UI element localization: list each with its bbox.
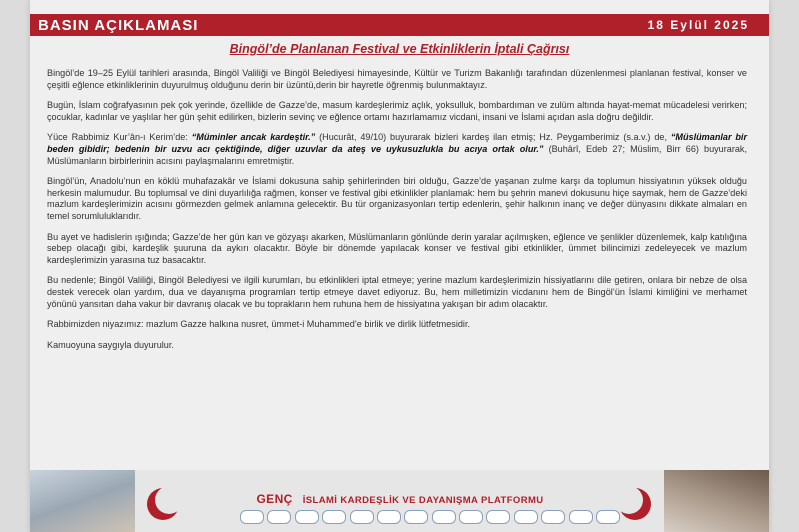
partner-logos (240, 510, 620, 524)
footer-banner (30, 470, 769, 532)
paragraph-2: Bugün, İslam coğrafyasının pek çok yerinde, özellikle de Gazze’de, masum kardeşlerimiz açlık, yoksulluk, bombardıman ve zulüm altında hayat-memat mücadelesi verirken; çocuklar, kadınlar ve yaşlılar her gün şehit edilirken, bizlerin sevinç ve eğlence ortamı hazırlamamız vicdani, insani ve İslami açıdan asla doğru değildir. (47, 100, 747, 122)
footer-photo-right (664, 470, 769, 532)
partner-logo-icon (596, 510, 620, 524)
partner-logo-icon (350, 510, 374, 524)
paragraph-4: Bingöl’ün, Anadolu’nun en köklü muhafazakâr ve İslami dokusuna sahip şehirlerinden biri olduğu, Gazze’de yaşanan zulme karşı da toplumun hissiyatının yüksek olduğu herkesin malumudur. Bu toplumsal ve dini duyarlılığa rağmen, konser ve festival gibi etkinlikler planlamak: hem bu şehrin manevi dokusunu hiçe saymak, hem de Gazze’deki mazlum kardeşlerimizin acısını görmezden gelmek anlamına gelecektir. Bu tür organizasyonları tertip edenlerin, şehir halkının inanç ve değer dünyasını dikkate almaları en temel sorumluluklarıdır. (47, 176, 747, 221)
quran-quote: “Müminler ancak kardeştir.” (191, 132, 316, 143)
header-bar (30, 14, 769, 36)
partner-logo-icon (377, 510, 401, 524)
header-date: 18 Eylül 2025 (647, 18, 749, 32)
document-body (47, 68, 747, 360)
header-title: BASIN AÇIKLAMASI (38, 16, 199, 34)
crescent-icon (619, 488, 651, 520)
paragraph-1: Bingöl’de 19–25 Eylül tarihleri arasında, Bingöl Valiliği ve Bingöl Belediyesi himayesinde, Kültür ve Turizm Bakanlığı tarafından düzenlenmesi planlanan festival, konser ve çeşitli eğlence etkinliklerinin duyurulmuş olduğunu derin bir üzüntü,derin bir hayretle öğrenmiş bulunmaktayız. (47, 68, 747, 90)
paragraph-3-mid: (Hucurât, 49/10) buyurarak bizleri kardeş ilan etmiş; Hz. Peygamberimiz (s.a.v.) de, (315, 132, 671, 143)
hadith-quote: “Müslümanlar bir beden gibidir; bedenin bir uzvu acı çektiğinde, diğer uzuvlar da ateş ve uykusuzlukla bu acıya ortak olur.” (47, 132, 747, 154)
paragraph-7: Rabbimizden niyazımız: mazlum Gazze halkına nusret, ümmet-i Muhammed’e birlik ve dirlik lütfetmesidir. (47, 319, 471, 330)
footer-photo-left (30, 470, 135, 532)
partner-logo-icon (404, 510, 428, 524)
organization-platform: İSLAMİ KARDEŞLİK VE DAYANIŞMA PLATFORMU (302, 495, 544, 506)
partner-logo-icon (322, 510, 346, 524)
partner-logo-icon (295, 510, 319, 524)
partner-logo-icon (569, 510, 593, 524)
paragraph-6: Bu nedenle; Bingöl Valiliği, Bingöl Belediyesi ve ilgili kurumları, bu etkinlikleri iptal etmeye; yerine mazlum kardeşlerimizin hissiyatlarını dile getiren, onlara bir nebze de olsa destek verecek olan yardım, dua ve dayanışma programları tertip etmeye davet ediyoruz. Bu, hem milletimizin vicdanını hem de Bingöl’ün İslami kimliğini ve merhamet yönünü yansıtan daha vakur bir davranış olacak ve bu toprakların hem ruhuna hem de hissiyatına yakışan bir adım olacaktır. (47, 275, 747, 309)
partner-logo-icon (459, 510, 483, 524)
paragraph-8: Kamuoyuna saygıyla duyurulur. (47, 339, 174, 350)
press-release-page (30, 0, 769, 532)
organization-genc: GENÇ (256, 492, 293, 506)
paragraph-3 (47, 132, 747, 167)
partner-logo-icon (267, 510, 291, 524)
organization-name (190, 492, 610, 506)
crescent-icon (147, 488, 179, 520)
document-title: Bingöl’de Planlanan Festival ve Etkinliklerin İptali Çağrısı (229, 42, 570, 56)
partner-logo-icon (486, 510, 510, 524)
partner-logo-icon (240, 510, 264, 524)
paragraph-3-end: (Buhârî, Edeb 27; Müslim, Birr 66) buyurarak, Müslümanların birbirlerinin acısını paylaşmalarını emretmiştir. (47, 143, 747, 166)
partner-logo-icon (514, 510, 538, 524)
paragraph-5: Bu ayet ve hadislerin ışığında; Gazze’de her gün kan ve gözyaşı akarken, Müslümanların gönlünde derin yaralar açılmışken, eğlence ve şenlikler düzenlemek, kalp katılığına sebep olacağı gibi, kardeşlik şuuruna da aykırı olacaktır. Böyle bir dönemde yapılacak konser ve festival gibi etkinlikler, ümmet bilincimizi zedeleyecek ve mazlum kardeşlerimizin yarasına tuz basacaktır. (47, 231, 747, 265)
partner-logo-icon (432, 510, 456, 524)
paragraph-3-intro: Yüce Rabbimiz Kur’ân-ı Kerim’de: (47, 132, 192, 143)
partner-logo-icon (541, 510, 565, 524)
